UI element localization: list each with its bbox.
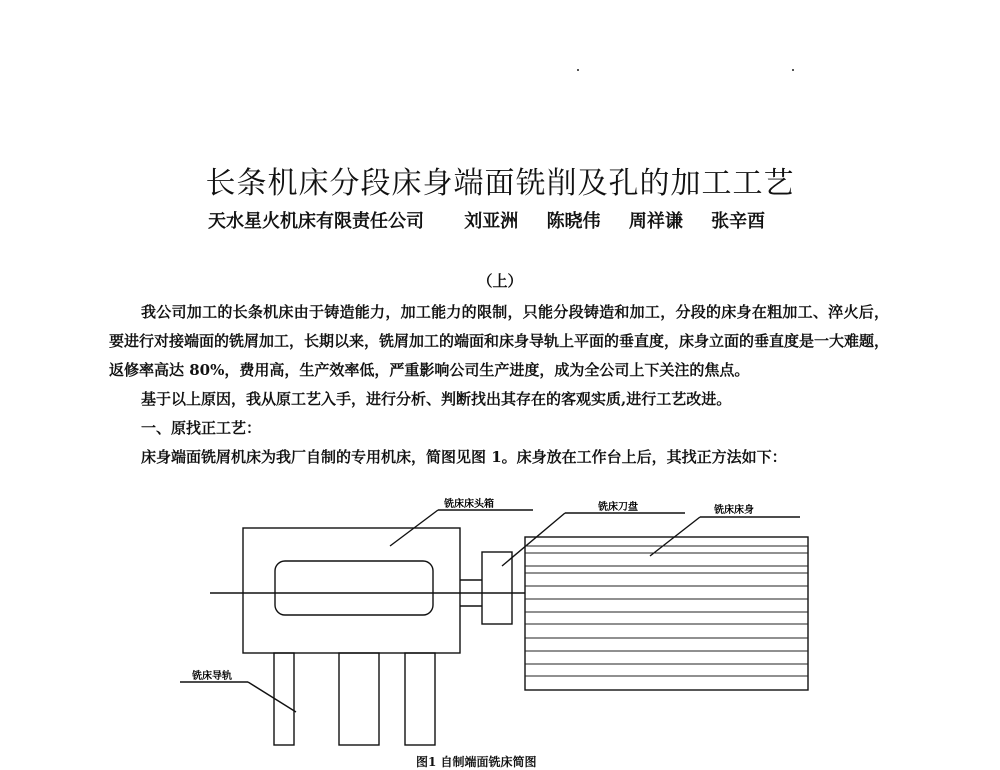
guide-rail [274,653,294,745]
author-name: 刘亚洲 [464,211,519,232]
bed-box [525,537,808,690]
bed-guide-lines [525,546,808,676]
paragraph-reason: 基于以上原因，我从原工艺入手，进行分析、判断找出其存在的客观实质,进行工艺改进。 [141,390,732,408]
guide-rail [405,653,435,745]
scan-speck [577,69,579,71]
part-label: （上） [477,272,523,290]
cutter-disc [482,552,512,624]
author-name: 陈晓伟 [546,211,601,232]
body-text [109,298,889,472]
label-bed: 铣床床身 [714,505,754,516]
guide-rail [339,653,379,745]
scan-speck [792,69,794,71]
section-heading: 一、原找正工艺： [141,419,262,437]
label-cutter: 铣床刀盘 [598,502,638,513]
paragraph-intro: 我公司加工的长条机床由于铸造能力，加工能力的限制，只能分段铸造和加工，分段的床身在粗加工、淬火后，要进行对接端面的铣屑加工，长期以来，铣屑加工的端面和床身导轨上平面的垂直度，床身立面的垂直度是一大难题，返修率高达 80%，费用高，生产效率低，严重影响公司生产进度，成为全公司上下关注的焦点。 [109,303,890,379]
author-name: 周祥谦 [628,211,683,232]
paper-title: 长条机床分段床身端面铣削及孔的加工工艺 [205,166,795,202]
label-headstock: 铣床床头箱 [444,499,494,510]
author-organization: 天水星火机床有限责任公司 [208,211,424,232]
label-guide: 铣床导轨 [192,671,232,682]
milling-machine-diagram [0,490,1000,760]
author-name: 张辛酉 [711,211,766,232]
figure-caption: 图1 自制端面铣床简图 [416,755,537,769]
author-line [208,207,787,233]
paragraph-method: 床身端面铣屑机床为我厂自制的专用机床，简图见图 1。床身放在工作台上后，其找正方法如下： [141,448,787,466]
headstock-window [275,561,433,615]
